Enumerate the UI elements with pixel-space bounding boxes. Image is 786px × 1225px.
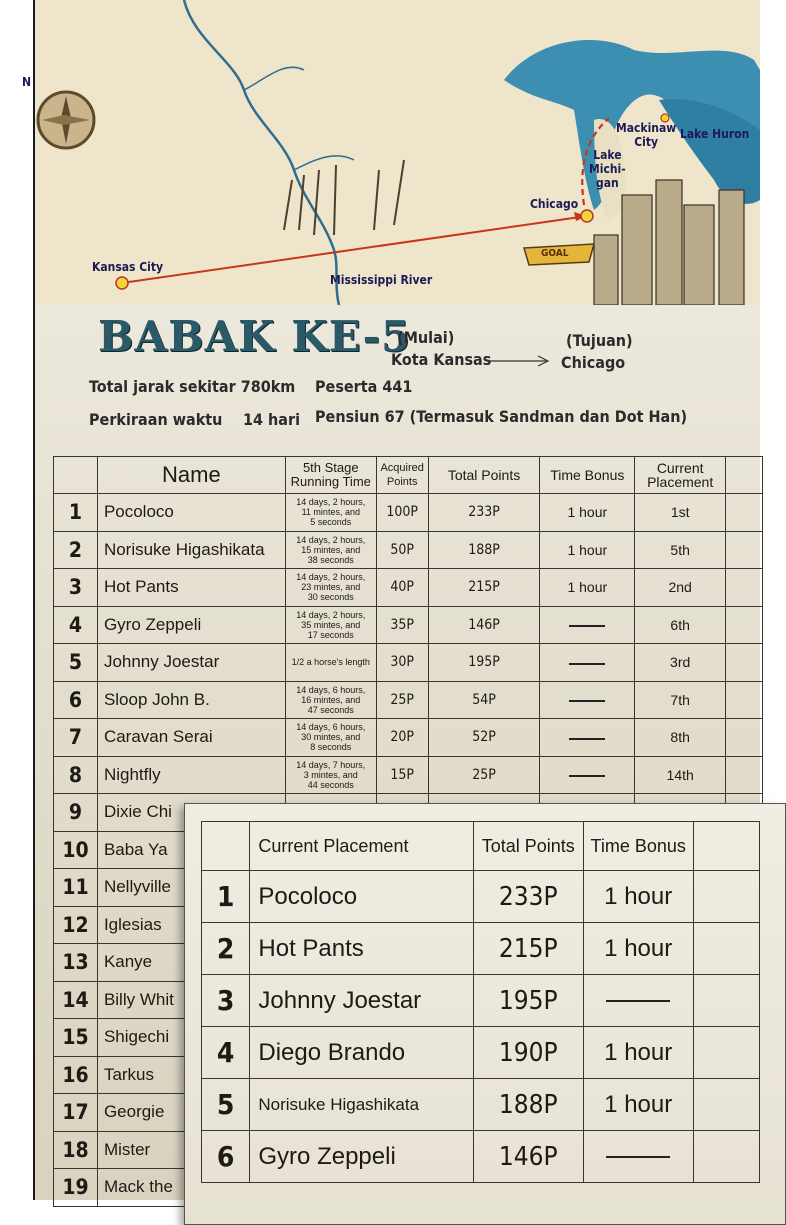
cell-name	[97, 719, 285, 757]
start-value: Kota Kansas	[391, 350, 492, 369]
cell-rank	[54, 794, 98, 832]
cell-rank-text: 15	[62, 1025, 89, 1050]
cell-acq	[376, 531, 428, 569]
current-placement-header: Current Placement	[635, 457, 726, 494]
table-row	[54, 531, 763, 569]
running-time-header: 5th Stage Running Time	[285, 457, 376, 494]
kansas-city-label: Kansas City	[92, 260, 164, 274]
cell-rank	[54, 944, 98, 982]
placement-cell-name-text: Diego Brando	[258, 1038, 406, 1066]
cell-rank	[54, 869, 98, 907]
placement-row	[202, 975, 760, 1027]
placement-cell-rank	[202, 1079, 250, 1131]
panel-border	[33, 0, 35, 1200]
dash-icon	[569, 663, 605, 665]
cell-acq-text: 40P	[390, 579, 414, 596]
lake-michigan-label: Lake Michi- gan	[589, 148, 626, 190]
cell-total-text: 25P	[472, 766, 496, 783]
placement-cell-extra	[693, 1131, 760, 1183]
chicago-marker	[581, 210, 593, 222]
cell-total	[428, 606, 540, 644]
cell-extra	[726, 756, 763, 794]
placement-cell-name-text: Gyro Zeppeli	[258, 1142, 396, 1170]
table-row	[54, 606, 763, 644]
cell-bonus-text: 1 hour	[567, 579, 608, 596]
cell-acq-text: 35P	[390, 616, 414, 633]
placement-cell-rank-text: 4	[216, 1036, 235, 1069]
cell-acq-text: 100P	[386, 504, 418, 521]
placement-cell-bonus	[583, 975, 693, 1027]
placement-cell-rank	[202, 923, 250, 975]
cell-acq	[376, 606, 428, 644]
cell-name-text: Iglesias	[103, 914, 162, 934]
cell-time	[285, 494, 376, 532]
cell-rank-text: 8	[68, 762, 83, 787]
cell-name-text: Nightfly	[103, 764, 161, 784]
cell-bonus	[540, 494, 635, 532]
cell-rank	[54, 1094, 98, 1132]
cell-total-text: 146P	[468, 616, 500, 633]
cell-time-text: 14 days, 2 hours, 35 mintes, and 17 seconds	[296, 609, 366, 640]
cell-acq-text: 30P	[390, 654, 414, 671]
cell-acq	[376, 644, 428, 682]
cell-rank-text: 5	[68, 650, 83, 675]
cell-acq	[376, 569, 428, 607]
cell-bonus	[540, 756, 635, 794]
cell-bonus	[540, 569, 635, 607]
placement-cell-bonus	[583, 923, 693, 975]
cell-rank	[54, 606, 98, 644]
placement-cell-bonus	[583, 1131, 693, 1183]
cell-time	[285, 681, 376, 719]
cell-time-text: 1/2 a horse's length	[291, 657, 370, 668]
mackinaw-city-label: Mackinaw City	[616, 121, 677, 149]
cell-bonus	[540, 719, 635, 757]
cell-rank-text: 12	[62, 912, 89, 937]
cell-time	[285, 756, 376, 794]
acquired-points-header: Acquired Points	[376, 457, 428, 494]
placement-cell-name	[250, 871, 473, 923]
cell-extra	[726, 494, 763, 532]
placement-cell-name-text: Pocoloco	[258, 882, 358, 910]
cell-name-text: Mack the	[103, 1177, 173, 1197]
cell-name-text: Mister	[103, 1139, 151, 1159]
cell-place-text: 5th	[670, 541, 690, 558]
cell-rank-text: 4	[68, 612, 83, 637]
cell-bonus	[540, 606, 635, 644]
placement-cell-total	[473, 871, 583, 923]
placement-cell-total	[473, 1027, 583, 1079]
cell-rank-text: 3	[68, 575, 83, 600]
cell-name-text: Nellyville	[103, 877, 172, 897]
cell-time	[285, 606, 376, 644]
placement-cell-bonus-text: 1 hour	[604, 882, 673, 910]
dash-icon	[569, 700, 605, 702]
dash-icon	[569, 738, 605, 740]
placement-cell-rank-text: 1	[216, 880, 235, 913]
cell-rank-text: 19	[62, 1175, 89, 1200]
cell-extra	[726, 569, 763, 607]
placement-cell-rank	[202, 1027, 250, 1079]
table-row	[54, 719, 763, 757]
cell-extra	[726, 531, 763, 569]
placement-cell-bonus	[583, 871, 693, 923]
cell-time-text: 14 days, 2 hours, 15 mintes, and 38 seconds	[296, 534, 366, 565]
placement-cell-total	[473, 923, 583, 975]
name-header: Name	[97, 457, 285, 494]
cell-time-text: 14 days, 2 hours, 11 mintes, and 5 seconds	[296, 497, 366, 528]
cell-rank	[54, 531, 98, 569]
cell-bonus	[540, 531, 635, 569]
cell-acq	[376, 756, 428, 794]
cell-name-text: Hot Pants	[103, 577, 179, 597]
placement2-header: Current Placement	[250, 822, 473, 871]
cell-place	[635, 719, 726, 757]
placement-cell-rank-text: 5	[216, 1088, 235, 1121]
placement-cell-rank-text: 2	[216, 932, 235, 965]
cell-name-text: Caravan Serai	[103, 727, 213, 747]
stage-title: BABAK KE-5	[98, 312, 412, 361]
placement-cell-name-text: Johnny Joestar	[258, 986, 422, 1014]
cell-place-text: 1st	[670, 504, 690, 521]
placement-cell-total	[473, 1131, 583, 1183]
placement-cell-name	[250, 1131, 473, 1183]
cell-place-text: 6th	[670, 616, 690, 633]
cell-name-text: Sloop John B.	[103, 689, 210, 709]
placement-cell-total-text: 215P	[498, 933, 558, 964]
destination-value: Chicago	[561, 353, 626, 372]
distance-text: Total jarak sekitar 780km	[89, 377, 296, 396]
cell-rank	[54, 494, 98, 532]
cell-acq-text: 50P	[390, 541, 414, 558]
cell-acq-text: 15P	[390, 766, 414, 783]
placement-cell-extra	[693, 871, 760, 923]
table-row	[54, 681, 763, 719]
cell-name	[97, 531, 285, 569]
placement-cell-rank-text: 6	[216, 1140, 235, 1173]
placement-cell-extra	[693, 923, 760, 975]
placement-cell-rank	[202, 975, 250, 1027]
arrow-icon	[486, 355, 552, 367]
cell-total	[428, 494, 540, 532]
destination-label: (Tujuan)	[566, 331, 633, 350]
placement-cell-bonus-text: 1 hour	[604, 1090, 673, 1118]
cell-time	[285, 569, 376, 607]
bonus2-header: Time Bonus	[583, 822, 693, 871]
cell-name	[97, 681, 285, 719]
table-row	[54, 756, 763, 794]
cell-rank	[54, 906, 98, 944]
cell-rank-text: 9	[68, 800, 83, 825]
placement-cell-bonus	[583, 1027, 693, 1079]
placement-cell-extra	[693, 975, 760, 1027]
cell-rank	[54, 831, 98, 869]
rank2-header	[202, 822, 250, 871]
cell-rank-text: 1	[68, 500, 83, 525]
cell-time-text: 14 days, 2 hours, 23 mintes, and 30 seconds	[296, 572, 366, 603]
cell-name-text: Norisuke Higashikata	[103, 539, 265, 559]
cell-rank-text: 7	[68, 725, 83, 750]
placement-cell-name	[250, 923, 473, 975]
cell-rank	[54, 681, 98, 719]
cell-rank	[54, 981, 98, 1019]
cell-acq-text: 20P	[390, 729, 414, 746]
cell-rank	[54, 644, 98, 682]
cell-time-text: 14 days, 6 hours, 30 mintes, and 8 seconds	[296, 722, 366, 753]
cell-name	[97, 756, 285, 794]
placement-cell-bonus	[583, 1079, 693, 1131]
cell-rank	[54, 1056, 98, 1094]
time-bonus-header: Time Bonus	[540, 457, 635, 494]
cell-bonus	[540, 644, 635, 682]
cell-name-text: Tarkus	[103, 1064, 155, 1084]
cell-rank-text: 11	[62, 875, 89, 900]
cell-total-text: 195P	[468, 654, 500, 671]
cell-total-text: 233P	[468, 504, 500, 521]
cell-rank-text: 14	[62, 987, 89, 1012]
cell-extra	[726, 606, 763, 644]
time-label: Perkiraan waktu	[89, 410, 223, 429]
cell-place	[635, 569, 726, 607]
cell-place	[635, 756, 726, 794]
cell-rank-text: 17	[62, 1100, 89, 1125]
cell-place-text: 3rd	[670, 654, 691, 671]
compass-n-label: N	[22, 75, 32, 89]
placement-cell-total-text: 188P	[498, 1089, 558, 1120]
cell-rank-text: 6	[68, 687, 83, 712]
cell-rank-text: 2	[68, 537, 83, 562]
mississippi-label: Mississippi River	[330, 273, 433, 287]
cell-time-text: 14 days, 6 hours, 16 mintes, and 47 seconds	[296, 684, 366, 715]
start-label: (Mulai)	[397, 328, 455, 347]
placement-row	[202, 1079, 760, 1131]
retired-text: Pensiun 67 (Termasuk Sandman dan Dot Han)	[315, 407, 688, 426]
placement-cell-name-text: Norisuke Higashikata	[258, 1094, 420, 1114]
cell-name-text: Baba Ya	[103, 839, 168, 859]
cell-bonus	[540, 681, 635, 719]
cell-place-text: 14th	[666, 766, 694, 783]
cell-place	[635, 531, 726, 569]
lake-huron-label: Lake Huron	[680, 127, 750, 141]
placement-cell-bonus-text: 1 hour	[604, 1038, 673, 1066]
cell-acq	[376, 494, 428, 532]
cell-acq	[376, 719, 428, 757]
cell-name-text: Georgie	[103, 1102, 165, 1122]
cell-bonus-text: 1 hour	[567, 504, 608, 521]
placement-cell-total	[473, 1079, 583, 1131]
route-map	[22, 0, 760, 305]
cell-total	[428, 756, 540, 794]
placement-cell-name	[250, 1079, 473, 1131]
placement-cell-rank	[202, 1131, 250, 1183]
cell-extra	[726, 644, 763, 682]
current-placement-table	[201, 821, 760, 1183]
cell-place-text: 2nd	[668, 579, 692, 596]
cell-extra	[726, 681, 763, 719]
cell-total-text: 54P	[472, 691, 496, 708]
cell-name-text: Billy Whit	[103, 989, 174, 1009]
placement-cell-name	[250, 975, 473, 1027]
cell-total	[428, 719, 540, 757]
cell-rank	[54, 1019, 98, 1057]
cell-rank	[54, 569, 98, 607]
cell-rank-text: 10	[62, 837, 89, 862]
cell-total	[428, 644, 540, 682]
cell-total-text: 52P	[472, 729, 496, 746]
rank-header	[54, 457, 98, 494]
table-row	[54, 644, 763, 682]
cell-bonus-text: 1 hour	[567, 541, 608, 558]
cell-time	[285, 644, 376, 682]
cell-place-text: 7th	[670, 691, 690, 708]
placement-cell-total-text: 146P	[498, 1141, 558, 1172]
cell-extra	[726, 719, 763, 757]
table-row	[54, 569, 763, 607]
goal-label: GOAL	[541, 248, 569, 259]
table-row	[54, 494, 763, 532]
placement-row	[202, 871, 760, 923]
cell-rank-text: 13	[62, 950, 89, 975]
cell-time	[285, 531, 376, 569]
chicago-label: Chicago	[530, 197, 579, 211]
placement-cell-total-text: 195P	[498, 985, 558, 1016]
cell-total-text: 215P	[468, 579, 500, 596]
cell-time	[285, 719, 376, 757]
placement-row	[202, 1027, 760, 1079]
placement-cell-extra	[693, 1027, 760, 1079]
placement-cell-name-text: Hot Pants	[258, 934, 364, 962]
total-points-header: Total Points	[428, 457, 540, 494]
dash-icon	[606, 1156, 670, 1158]
cell-place	[635, 644, 726, 682]
participants-text: Peserta 441	[315, 377, 413, 396]
placement-cell-total	[473, 975, 583, 1027]
cell-rank	[54, 719, 98, 757]
cell-rank-text: 16	[62, 1062, 89, 1087]
placement-cell-rank	[202, 871, 250, 923]
placement-row	[202, 1131, 760, 1183]
placement-cell-extra	[693, 1079, 760, 1131]
cell-acq	[376, 681, 428, 719]
placement-cell-rank-text: 3	[216, 984, 235, 1017]
cell-name-text: Pocoloco	[103, 502, 174, 522]
dash-icon	[569, 625, 605, 627]
cell-name-text: Kanye	[103, 952, 153, 972]
cell-total-text: 188P	[468, 541, 500, 558]
placement-cell-total-text: 233P	[498, 881, 558, 912]
cell-total	[428, 681, 540, 719]
cell-name	[97, 644, 285, 682]
cell-place	[635, 494, 726, 532]
cell-rank	[54, 1131, 98, 1169]
placement-cell-bonus-text: 1 hour	[604, 934, 673, 962]
placement-row	[202, 923, 760, 975]
cell-name-text: Shigechi	[103, 1027, 170, 1047]
cell-place	[635, 606, 726, 644]
cell-name-text: Dixie Chi	[103, 802, 172, 822]
cell-name-text: Johnny Joestar	[103, 652, 220, 672]
extra2-header	[693, 822, 760, 871]
cell-acq-text: 25P	[390, 691, 414, 708]
cell-place	[635, 681, 726, 719]
cell-name	[97, 569, 285, 607]
extra-column-header	[726, 457, 763, 494]
cell-rank	[54, 1169, 98, 1207]
placement-cell-total-text: 190P	[498, 1037, 558, 1068]
cell-place-text: 8th	[670, 729, 690, 746]
cell-name	[97, 494, 285, 532]
cell-rank-text: 18	[62, 1137, 89, 1162]
time-value: 14 hari	[243, 410, 301, 429]
compass	[38, 92, 94, 148]
cell-name	[97, 606, 285, 644]
total2-header: Total Points	[473, 822, 583, 871]
cell-name-text: Gyro Zeppeli	[103, 614, 202, 634]
dash-icon	[569, 775, 605, 777]
cell-rank	[54, 756, 98, 794]
cell-time-text: 14 days, 7 hours, 3 mintes, and 44 seconds	[296, 759, 366, 790]
placement-cell-name	[250, 1027, 473, 1079]
kansas-city-marker	[116, 277, 128, 289]
cell-total	[428, 569, 540, 607]
dash-icon	[606, 1000, 670, 1002]
cell-total	[428, 531, 540, 569]
